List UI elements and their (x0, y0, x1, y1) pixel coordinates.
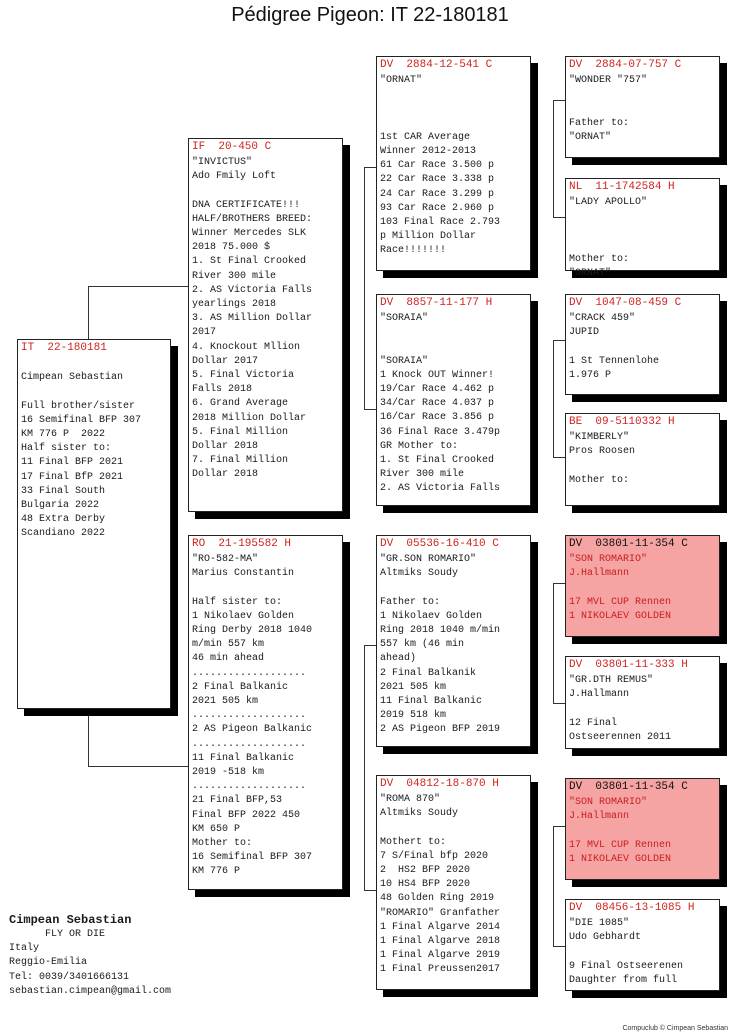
card-text-line: 103 Final Race 2.793 (380, 217, 501, 229)
card-text-line (569, 210, 716, 224)
card-text-line: 16 Semifinal BFP 307 (192, 852, 313, 864)
ring-number: IF 20-450 C (192, 141, 272, 153)
card-text-line (380, 821, 527, 835)
card-text-line: Father to: (569, 117, 630, 129)
card-text-line: "SON ROMARIO" (569, 554, 648, 565)
card-text-line: Ado Fmily Loft (192, 171, 277, 183)
card-text-line: 9 Final Ostseerenen (569, 960, 684, 972)
card-text-line: 21 Final BFP,53 (192, 795, 283, 807)
card-text-line: 16 Semifinal BFP 307 (21, 414, 142, 426)
card-text-line: 19/Car Race 4.462 p (380, 384, 495, 396)
connector-branch (553, 946, 565, 947)
card-text-line: p Million Dollar (380, 231, 477, 243)
connector-branch (553, 826, 565, 827)
card-text-line: 33 Final South (21, 485, 106, 497)
card-text-line: Scandiano 2022 (21, 528, 106, 540)
card-text-line: ................... (192, 667, 307, 679)
card-text-line: "WONDER "757" (569, 75, 648, 86)
ring-number: DV 2884-07-757 C (569, 59, 682, 71)
pigeon-card-mfm[interactable] (565, 656, 720, 749)
card-text-line: Altmiks Soudy (380, 808, 459, 820)
card-text-line: 1 Knock OUT Winner! (380, 369, 495, 381)
card-text-line: Mother to: (569, 253, 630, 265)
card-text-line (380, 117, 527, 131)
card-text-line: 11 Final Balkanic (380, 696, 483, 708)
card-text-line: 46 min ahead (192, 653, 265, 665)
card-text-line (569, 702, 716, 716)
ring-number: DV 04812-18-870 H (380, 778, 499, 790)
ring-number: DV 2884-12-541 C (380, 59, 493, 71)
card-text-line (380, 326, 527, 340)
card-text-line: "SON ROMARIO" (569, 797, 648, 808)
card-text-line: River 300 mile (192, 270, 277, 282)
card-text-line: 2018 Million Dollar (192, 412, 307, 424)
connector-branch (364, 890, 376, 891)
card-text-line: 1 Final Preussen2017 (380, 964, 501, 976)
card-text-line: Pros Roosen (569, 446, 636, 458)
pigeon-card-father[interactable] (188, 138, 343, 512)
owner-motto: FLY OR DIE (9, 929, 106, 940)
connector-branch (553, 703, 565, 704)
pigeon-card-mother-father[interactable] (376, 535, 531, 747)
card-text-line (569, 824, 716, 838)
card-text-line: 2 AS Pigeon Balkanic (192, 724, 313, 736)
connector-mother-parents (364, 645, 365, 890)
card-text-line: 6. Grand Average (192, 398, 289, 410)
card-text-line: 1 NIKOLAEV GOLDEN (569, 610, 672, 622)
card-text-line (192, 581, 339, 595)
ring-number: DV 1047-08-459 C (569, 297, 682, 309)
card-text-line: GR Mother to: (380, 440, 459, 452)
card-text-line: 2. AS Victoria Falls (192, 284, 313, 296)
card-text-line: 16/Car Race 3.856 p (380, 412, 495, 424)
card-text-line: 24 Car Race 3.299 p (380, 188, 495, 200)
connector-branch (553, 217, 565, 218)
card-text-line: 22 Car Race 3.338 p (380, 174, 495, 186)
card-text-line (569, 88, 716, 102)
pigeon-card-father-father[interactable] (376, 56, 531, 271)
card-text-line: Dollar 2018 (192, 441, 259, 453)
card-text-line: 12 Final (569, 717, 618, 729)
card-text-line: 4. Knockout Mllion (192, 341, 301, 353)
pigeon-card-mother[interactable] (188, 535, 343, 890)
card-text-line: KM 776 P (192, 866, 241, 878)
card-text-line: Udo Gebhardt (569, 932, 642, 944)
card-text-line (569, 102, 716, 116)
connector-branch (364, 409, 376, 410)
owner-country: Italy (9, 943, 40, 955)
card-text-line: ahead) (380, 653, 417, 665)
card-text-line: 7. Final Million (192, 455, 289, 467)
card-text-line: 2018 75.000 $ (192, 242, 271, 254)
card-text-line: 10 HS4 BFP 2020 (380, 879, 471, 891)
card-text-line: HALF/BROTHERS BREED: (192, 213, 313, 225)
card-text-line: "RO-582-MA" (192, 554, 259, 565)
card-text-line: 2019 518 km (380, 710, 447, 722)
card-text-line: 7 S/Final bfp 2020 (380, 850, 489, 862)
card-text-line: 2 AS Pigeon BFP 2019 (380, 724, 501, 736)
card-text-line (380, 340, 527, 354)
card-text-line: 2017 (192, 327, 217, 339)
ring-number: BE 09-5110332 H (569, 416, 675, 428)
pigeon-card-fmf[interactable] (565, 294, 720, 395)
card-text-line: Half sister to: (21, 443, 112, 455)
pigeon-card-fff[interactable] (565, 56, 720, 158)
connector-gp (553, 340, 554, 457)
ring-number: DV 8857-11-177 H (380, 297, 493, 309)
card-text-line: "ORNAT" (569, 268, 612, 280)
card-text-line: Dollar 2017 (192, 355, 259, 367)
card-text-line: 557 km (46 min (380, 639, 465, 651)
ring-number: NL 11-1742584 H (569, 181, 675, 193)
card-text-line (21, 357, 167, 371)
card-text-line: River 300 mile (380, 469, 465, 481)
card-text-line: 2 HS2 BFP 2020 (380, 865, 471, 877)
card-text-line: 17 Final BfP 2021 (21, 471, 124, 483)
owner-phone: Tel: 0039/3401666131 (9, 971, 130, 983)
card-text-line (380, 581, 527, 595)
connector-branch (553, 457, 565, 458)
card-text-line: JUPID (569, 327, 600, 339)
card-text-line: "SORAIA" (380, 313, 429, 324)
card-text-line (569, 340, 716, 354)
connector-branch (553, 583, 565, 584)
ring-number: DV 03801-11-354 C (569, 781, 688, 793)
card-text-line: 1 Nikolaev Golden (380, 610, 483, 622)
card-text-line (569, 945, 716, 959)
connector-gp (553, 826, 554, 946)
card-text-line: J.Hallmann (569, 568, 630, 580)
card-text-line (192, 184, 339, 198)
card-text-line: Marius Constantin (192, 568, 295, 580)
card-text-line: ................... (192, 738, 307, 750)
pigeon-card-fmm[interactable] (565, 413, 720, 506)
card-text-line: 2021 505 km (192, 696, 259, 708)
card-text-line: 34/Car Race 4.037 p (380, 398, 495, 410)
connector-gp (553, 583, 554, 703)
card-text-line: 1.976 P (569, 369, 612, 381)
card-text-line: "ROMA 870" (380, 794, 441, 805)
card-text-line: J.Hallmann (569, 811, 630, 823)
card-text-line: 93 Car Race 2.960 p (380, 202, 495, 214)
card-text-line: "GR.SON ROMARIO" (380, 554, 477, 565)
card-text-line: Dollar 2018 (192, 469, 259, 481)
card-text-line: Ostseerennen 2011 (569, 731, 672, 743)
card-text-line: Altmiks Soudy (380, 568, 459, 580)
card-text-line: Ring 2018 1040 m/min (380, 625, 501, 637)
card-text-line: Mother to: (192, 838, 253, 850)
card-text-line: 17 MVL CUP Rennen (569, 596, 672, 608)
card-text-line: 1 Final Algarve 2019 (380, 950, 501, 962)
card-text-line: 61 Car Race 3.500 p (380, 160, 495, 172)
card-text-line: 1. St Final Crooked (380, 455, 495, 467)
card-text-line: 1 NIKOLAEV GOLDEN (569, 853, 672, 865)
connector-branch (553, 100, 565, 101)
card-text-line: 17 MVL CUP Rennen (569, 839, 672, 851)
connector-subject-parents (88, 286, 89, 339)
card-text-line (569, 224, 716, 238)
pigeon-card-father-mother[interactable] (376, 294, 531, 506)
card-text-line: Bulgaria 2022 (21, 500, 100, 512)
card-text-line: "CRACK 459" (569, 313, 636, 324)
card-text-line: KM 650 P (192, 823, 241, 835)
card-text-line: KM 776 P 2022 (21, 429, 106, 441)
page-title: Pédigree Pigeon: IT 22-180181 (231, 4, 509, 26)
owner-name: Cimpean Sebastian (9, 913, 132, 927)
card-text-line: "INVICTUS" (192, 157, 253, 168)
card-text-line (569, 239, 716, 253)
connector-subject-mother (88, 766, 189, 767)
card-text-line: 11 Final Balkanic (192, 752, 295, 764)
card-text-line: yearlings 2018 (192, 299, 277, 311)
connector-branch (364, 645, 376, 646)
card-text-line: "ORNAT" (569, 131, 612, 143)
card-text-line: "KIMBERLY" (569, 432, 630, 443)
connector-father-parents (364, 167, 365, 409)
card-text-line: Falls 2018 (192, 384, 253, 396)
card-text-line: 36 Final Race 3.479p (380, 426, 501, 438)
pigeon-card-subject[interactable] (17, 339, 171, 709)
card-text-line: "GR.DTH REMUS" (569, 675, 654, 686)
connector-gp (553, 100, 554, 217)
card-text-line: Mothert to: (380, 836, 447, 848)
card-text-line: 5. Final Million (192, 426, 289, 438)
ring-number: DV 05536-16-410 C (380, 538, 499, 550)
pigeon-card-mother-mother[interactable] (376, 775, 531, 990)
card-text-line: 11 Final BFP 2021 (21, 457, 124, 469)
pigeon-card-mmm[interactable] (565, 899, 720, 991)
owner-email[interactable]: sebastian.cimpean@gmail.com (9, 985, 172, 997)
card-text-line: 1 Final Algarve 2014 (380, 921, 501, 933)
card-text-line: Father to: (380, 596, 441, 608)
owner-block (9, 912, 171, 999)
connector-subject-father (88, 286, 189, 287)
card-text-line: Full brother/sister (21, 400, 136, 412)
card-text-line: Final BFP 2022 450 (192, 809, 301, 821)
card-text-line: 2021 505 km (380, 681, 447, 693)
card-text-line: "DIE 1085" (569, 918, 630, 929)
card-text-line: ................... (192, 781, 307, 793)
card-text-line: DNA CERTIFICATE!!! (192, 199, 301, 211)
ring-number: RO 21-195582 H (192, 538, 292, 550)
card-text-line: Winner 2012-2013 (380, 146, 477, 158)
card-text-line: 5. Final Victoria (192, 370, 295, 382)
card-text-line: 1 Final Algarve 2018 (380, 936, 501, 948)
ring-number: DV 03801-11-333 H (569, 659, 688, 671)
card-text-line: 48 Golden Ring 2019 (380, 893, 495, 905)
card-text-line: Half sister to: (192, 596, 283, 608)
card-text-line: Ring Derby 2018 1040 (192, 625, 313, 637)
card-text-line: Winner Mercedes SLK (192, 228, 307, 240)
card-text-line (380, 88, 527, 102)
copyright-note: Compuclub © Cimpean Sebastian (622, 1025, 728, 1032)
card-text-line: Daughter from full (569, 974, 678, 986)
connector-subject-parents (88, 709, 89, 766)
card-text-line: 2019 -518 km (192, 767, 265, 779)
card-text-line: 2 Final Balkanik (380, 667, 477, 679)
card-text-line: "LADY APOLLO" (569, 197, 648, 208)
pigeon-card-mmf[interactable] (565, 778, 720, 880)
card-text-line (21, 385, 167, 399)
card-text-line: 2 Final Balkanic (192, 681, 289, 693)
card-text-line: ................... (192, 710, 307, 722)
pigeon-card-ffm[interactable] (565, 178, 720, 280)
card-text-line: 1st CAR Average (380, 131, 471, 143)
ring-number: DV 03801-11-354 C (569, 538, 688, 550)
card-text-line: Mother to: (569, 474, 630, 486)
card-text-line: 48 Extra Derby (21, 514, 106, 526)
card-text-line: m/min 557 km (192, 639, 265, 651)
card-text-line: 1 Nikolaev Golden (192, 610, 295, 622)
ring-number: IT 22-180181 (21, 342, 107, 354)
card-text-line (569, 581, 716, 595)
card-text-line: 2. AS Victoria Falls (380, 483, 501, 495)
card-text-line: "ORNAT" (380, 75, 423, 86)
card-text-line: "SORAIA" (380, 355, 429, 367)
card-text-line (380, 102, 527, 116)
card-text-line: J.Hallmann (569, 689, 630, 701)
card-text-line: Race!!!!!!! (380, 245, 447, 257)
card-text-line: "ROMARIO" Granfather (380, 907, 501, 919)
card-text-line: 3. AS Million Dollar (192, 313, 313, 325)
connector-branch (553, 340, 565, 341)
card-text-line: Cimpean Sebastian (21, 372, 124, 384)
owner-city: Reggio-Emilia (9, 957, 88, 969)
card-text-line: 1. St Final Crooked (192, 256, 307, 268)
card-text-line (569, 459, 716, 473)
card-text-line: 1 St Tennenlohe (569, 355, 660, 367)
pigeon-card-mff[interactable] (565, 535, 720, 637)
connector-branch (364, 167, 376, 168)
ring-number: DV 08456-13-1085 H (569, 902, 695, 914)
